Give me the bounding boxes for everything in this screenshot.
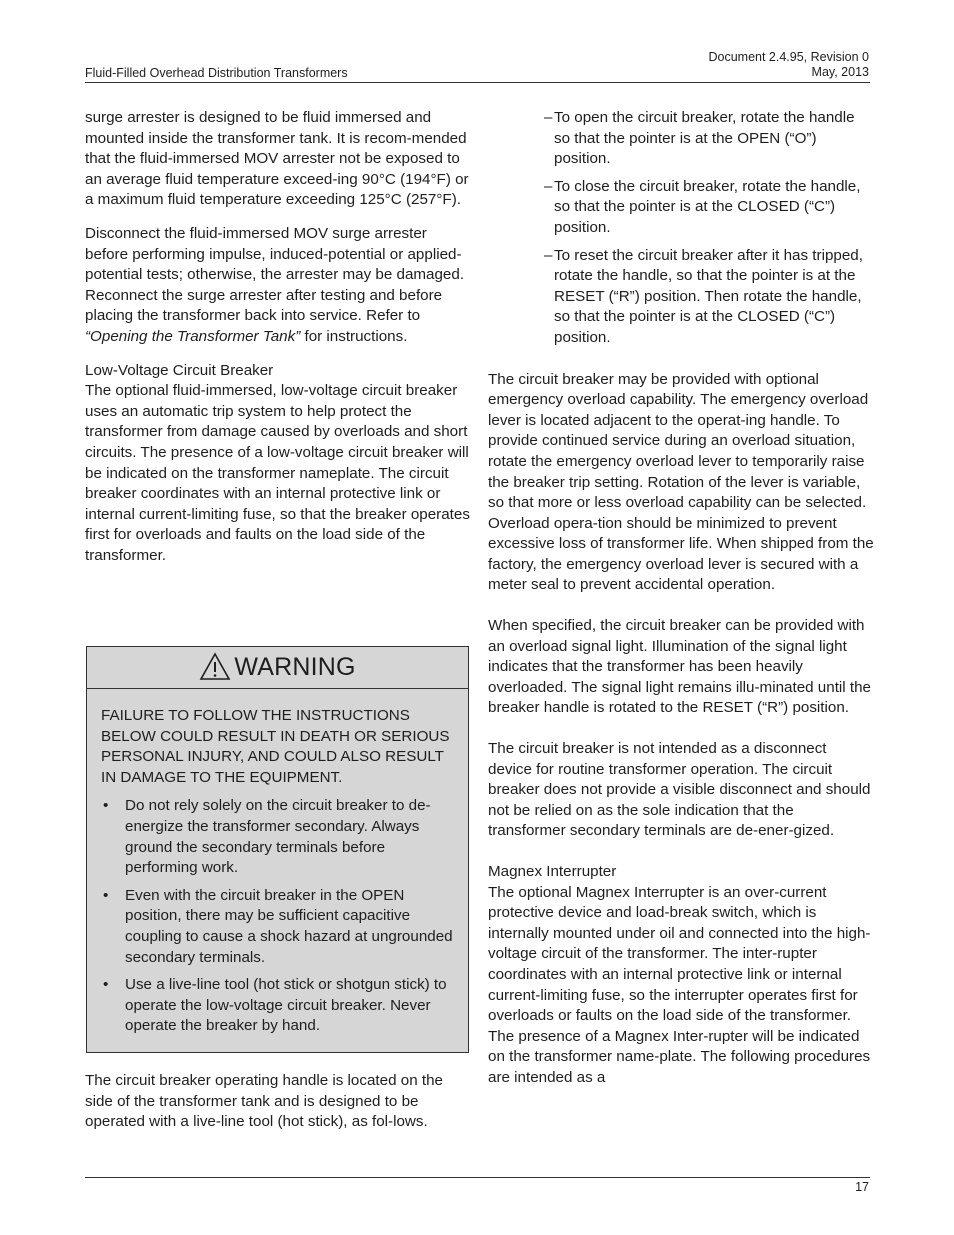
bullet-icon: • <box>103 976 109 994</box>
header-rule <box>85 82 870 83</box>
right-column <box>488 108 874 1089</box>
left-column-continued <box>85 1071 470 1133</box>
dash-icon: – <box>544 246 553 264</box>
warning-list-item: • Even with the circuit breaker in the OPEN position, there may be sufficient capacitive coupling to cause a shock hazard at ungrounded secondary terminals. <box>103 886 453 966</box>
page-number: 17 <box>855 1180 869 1194</box>
paragraph-operating-handle: The circuit breaker operating handle is located on the side of the transformer tank and is designed to be operated with a live-line tool (hot stick), as fol-lows. <box>85 1072 443 1131</box>
footer-rule <box>85 1177 870 1178</box>
warning-box <box>86 646 469 1053</box>
section-heading-magnex: Magnex Interrupter <box>488 863 617 880</box>
warning-title-bar <box>87 647 468 689</box>
bullet-icon: • <box>103 797 109 815</box>
running-header-title: Fluid-Filled Overhead Distribution Transformers <box>85 66 348 80</box>
paragraph-not-disconnect: The circuit breaker is not intended as a disconnect device for routine transformer operation. The circuit breaker does not provide a visible disconnect and should not be relied on as the sole indication that the transformer secondary terminals are de-ener-gized. <box>488 740 871 840</box>
paragraph-arrester-disconnect: Disconnect the fluid-immersed MOV surge arrester before performing impulse, induced-potential or applied-potential tests; otherwise, the arrester may be damaged. Reconnect the surge arrester after testing and before placing the transformer back into service. Refer to “Opening the Transformer Tank” for instructions. <box>85 224 465 345</box>
paragraph-signal-light: When specified, the circuit breaker can be provided with an overload signal light. Illumination of the signal light indicates that the transformer has been heavily overloaded. The signal light remains illu-minated until the breaker handle is rotated to the RESET (“R”) position. <box>488 617 871 717</box>
dash-icon: – <box>544 109 553 126</box>
document-info <box>708 50 869 80</box>
section-heading-low-voltage-breaker: Low-Voltage Circuit Breaker <box>85 361 274 379</box>
warning-list <box>101 796 454 1037</box>
warning-title: WARNING <box>234 653 356 681</box>
paragraph-arrester-immersion: surge arrester is designed to be fluid immersed and mounted inside the transformer tank. It is recom-mended that the fluid-immersed MOV arrester not be exposed to an average fluid temperature exceed-ing 90°C (194°F) or a maximum fluid temperature exceeding 125°C (257°F). <box>85 109 469 209</box>
left-column <box>85 108 470 566</box>
document-date: May, 2013 <box>811 65 869 79</box>
paragraph-emergency-overload: The circuit breaker may be provided with optional emergency overload capability. The emergency overload lever is located adjacent to the operat-ing handle. To provide continued service during an overload situation, rotate the emergency overload lever to temporarily raise the breaker trip setting. Rotation of the lever is variable, so that more or less overload capability can be selected. Overload opera-tion should be minimized to prevent excessive loss of transformer life. When shipped from the factory, the emergency overload lever is secured with a meter seal to prevent accidental operation. <box>488 370 874 594</box>
paragraph-breaker-description: The optional fluid-immersed, low-voltage circuit breaker uses an automatic trip system to help protect the transformer from damage caused by overloads and short circuits. The presence of a low-voltage circuit breaker will be indicated on the transformer nameplate. The circuit breaker coordinates with an internal protective link or internal current-limiting fuse, so that the breaker operates first for overloads and faults on the load side of the transformer. <box>85 382 470 564</box>
procedure-step-reset: – To reset the circuit breaker after it has tripped, rotate the handle, so that the pointer is at the RESET (“R”) position. Then rotate the handle, so that the pointer is at the CLOSED (“C”) position. <box>544 246 863 346</box>
procedure-step-close: – To close the circuit breaker, rotate the handle, so that the pointer is at the CLOSED (“C”) position. <box>544 177 861 236</box>
warning-body <box>87 689 468 1037</box>
paragraph-magnex-description: The optional Magnex Interrupter is an over-current protective device and load-break switch, which is internally mounted under oil and connected into the high-voltage circuit of the transformer. The inter-rupter coordinates with an internal protective link or internal current-limiting fuse, so the interrupter operates first for overloads or faults on the load side of the transformer. The presence of a Magnex Inter-rupter will be indicated on the transformer name-plate. The following procedures are intended as a <box>488 883 871 1086</box>
warning-list-item: • Do not rely solely on the circuit breaker to de-energize the transformer secondary. Always ground the secondary terminals before performing work. <box>103 797 431 877</box>
document-revision: Document 2.4.95, Revision 0 <box>708 50 869 64</box>
bullet-icon: • <box>103 886 109 904</box>
warning-triangle-icon <box>199 652 231 681</box>
procedure-step-open: – To open the circuit breaker, rotate the handle so that the pointer is at the OPEN (“O”) position. <box>544 109 855 168</box>
warning-statement: FAILURE TO FOLLOW THE INSTRUCTIONS BELOW COULD RESULT IN DEATH OR SERIOUS PERSONAL INJURY, AND COULD ALSO RESULT IN DAMAGE TO THE EQUIPMENT. <box>101 707 450 786</box>
dash-icon: – <box>544 177 553 195</box>
cross-reference-link: “Opening the Transformer Tank” <box>85 327 301 345</box>
warning-list-item: • Use a live-line tool (hot stick or shotgun stick) to operate the low-voltage circuit breaker. Never operate the breaker by hand. <box>103 976 447 1035</box>
